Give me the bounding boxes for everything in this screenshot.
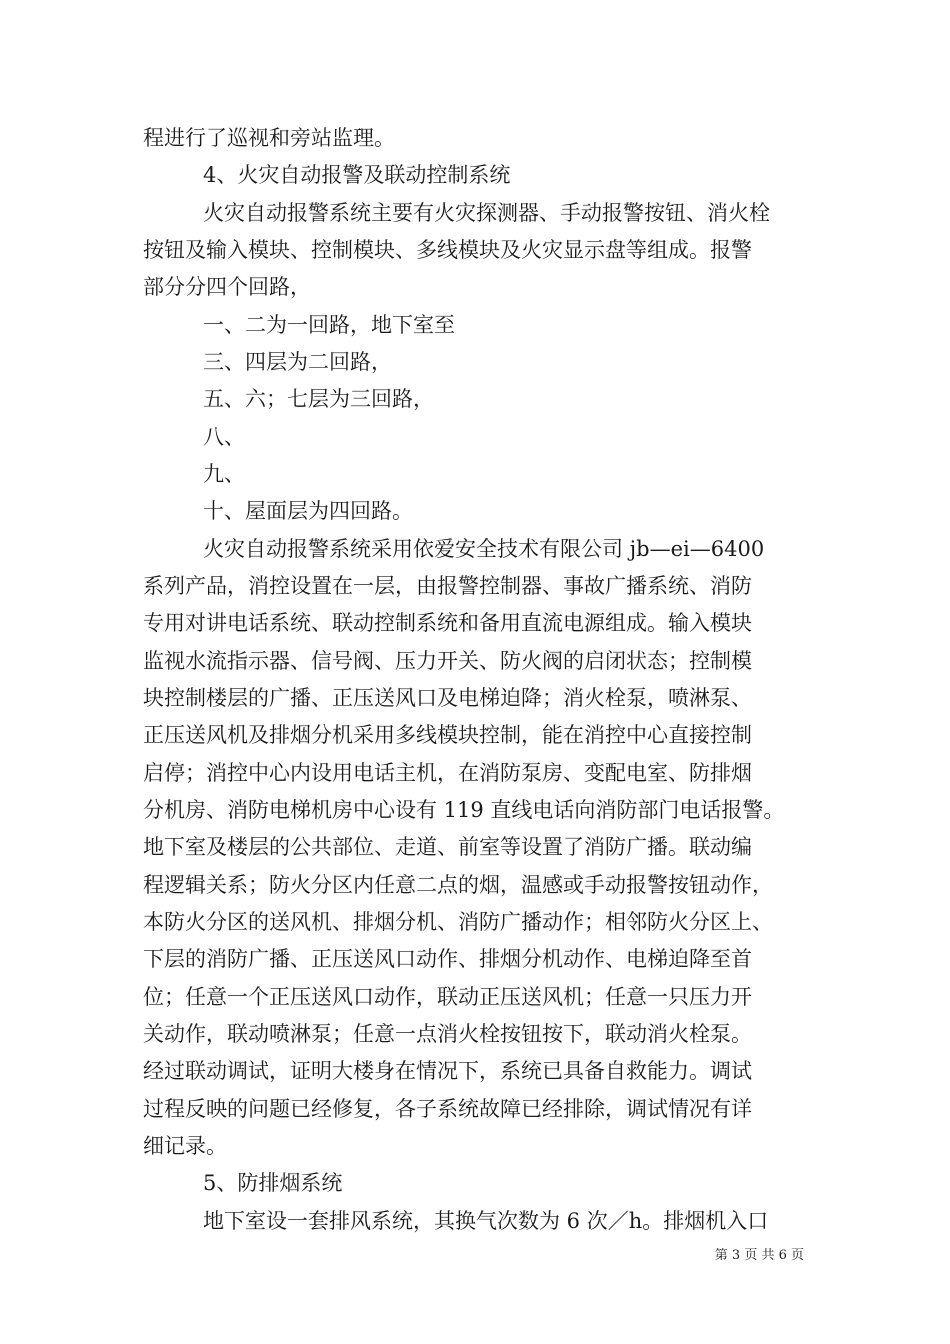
text-line: 九、 bbox=[203, 462, 245, 486]
text-line: 正压送风机及排烟分机采用多线模块控制，能在消控中心直接控制 bbox=[143, 723, 752, 747]
text-line: 火灾自动报警系统主要有火灾探测器、手动报警按钮、消火栓 bbox=[203, 201, 770, 225]
text-line: 块控制楼层的广播、正压送风口及电梯迫降；消火栓泵，喷淋泵、 bbox=[143, 686, 752, 710]
text-line: 启停；消控中心内设用电话主机，在消防泵房、变配电室、防排烟 bbox=[143, 761, 752, 785]
text-line: 监视水流指示器、信号阀、压力开关、防火阀的启闭状态；控制模 bbox=[143, 649, 752, 673]
text-line: 细记录。 bbox=[143, 1134, 227, 1158]
text-line: 一、二为一回路，地下室至 bbox=[203, 313, 455, 337]
text-line: 五、六；七层为三回路， bbox=[203, 387, 434, 411]
text-line: 下层的消防广播、正压送风口动作、排烟分机动作、电梯迫降至首 bbox=[143, 947, 752, 971]
text-line: 程进行了巡视和旁站监理。 bbox=[143, 126, 395, 150]
page-number-footer: 第 3 页 共 6 页 bbox=[714, 1248, 804, 1263]
text-line: 经过联动调试，证明大楼身在情况下，系统已具备自救能力。调试 bbox=[143, 1059, 752, 1083]
section-heading: 5、防排烟系统 bbox=[203, 1171, 343, 1195]
text-line: 火灾自动报警系统采用依爱安全技术有限公司 jb—ei—6400 bbox=[203, 537, 765, 561]
text-line: 系列产品，消控设置在一层，由报警控制器、事故广播系统、消防 bbox=[143, 574, 752, 598]
text-line: 地下室设一套排风系统，其换气次数为 6 次／h。排烟机入口 bbox=[203, 1209, 769, 1233]
text-line: 三、四层为二回路， bbox=[203, 350, 392, 374]
text-line: 地下室及楼层的公共部位、走道、前室等设置了消防广播。联动编 bbox=[143, 835, 752, 859]
text-line: 位；任意一个正压送风口动作，联动正压送风机；任意一只压力开 bbox=[143, 985, 752, 1009]
text-line: 分机房、消防电梯机房中心设有 119 直线电话向消防部门电话报警。 bbox=[143, 798, 785, 822]
text-line: 程逻辑关系；防火分区内任意二点的烟，温感或手动报警按钮动作， bbox=[143, 873, 773, 897]
text-line: 部分分四个回路， bbox=[143, 275, 311, 299]
text-line: 过程反映的问题已经修复，各子系统故障已经排除，调试情况有详 bbox=[143, 1097, 752, 1121]
section-heading: 4、火灾自动报警及联动控制系统 bbox=[203, 163, 511, 187]
text-line: 专用对讲电话系统、联动控制系统和备用直流电源组成。输入模块 bbox=[143, 611, 752, 635]
text-line: 十、屋面层为四回路。 bbox=[203, 499, 413, 523]
text-line: 关动作，联动喷淋泵；任意一点消火栓按钮按下，联动消火栓泵。 bbox=[143, 1022, 752, 1046]
text-line: 本防火分区的送风机、排烟分机、消防广播动作；相邻防火分区上、 bbox=[143, 910, 773, 934]
text-line: 按钮及输入模块、控制模块、多线模块及火灾显示盘等组成。报警 bbox=[143, 238, 752, 262]
text-line: 八、 bbox=[203, 425, 245, 449]
